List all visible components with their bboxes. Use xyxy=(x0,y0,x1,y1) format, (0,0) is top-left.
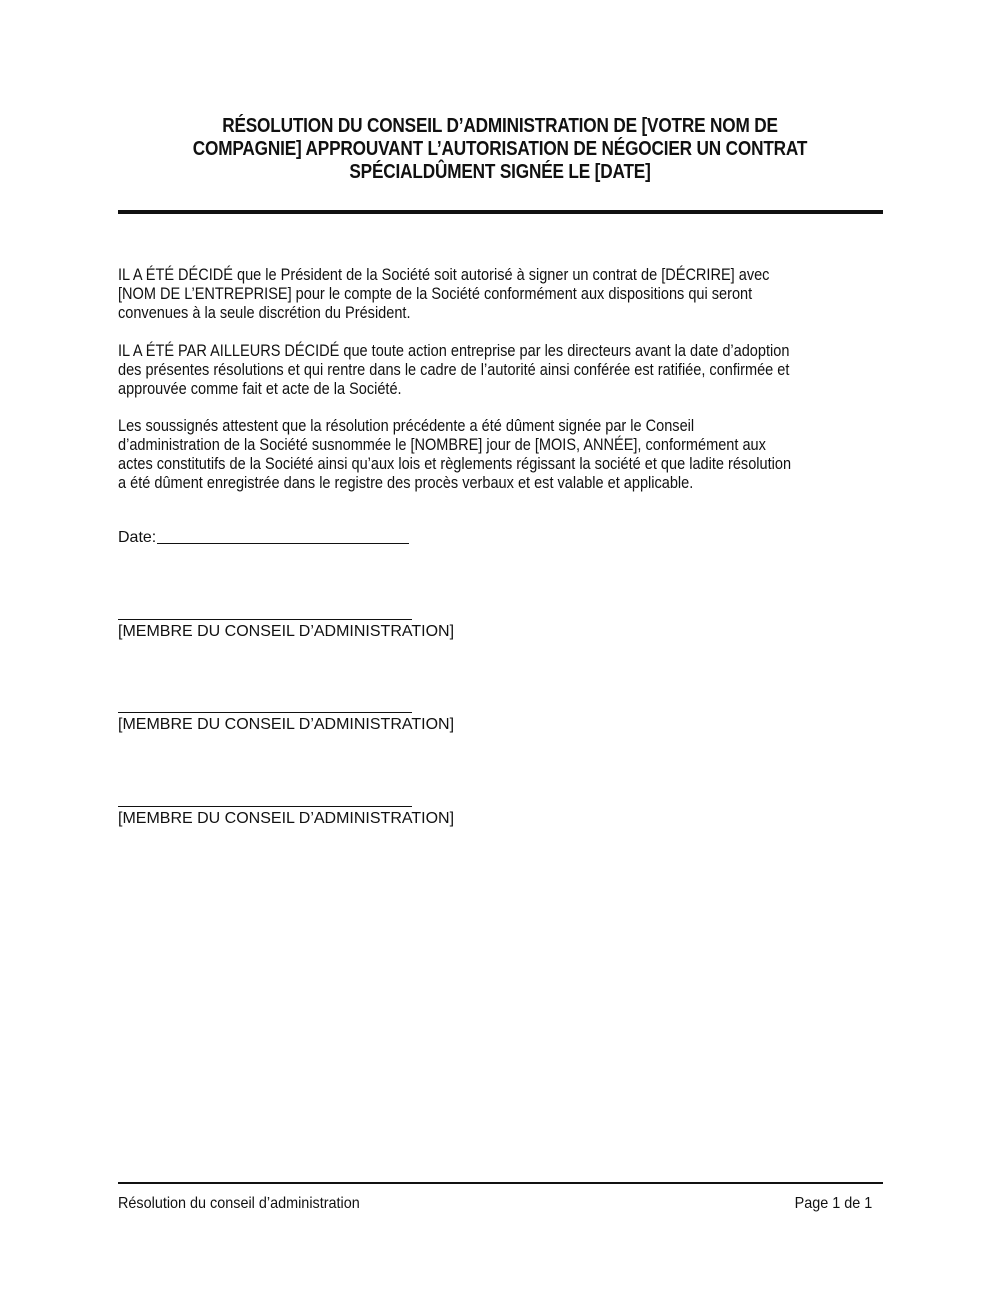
footer-document-name: Résolution du conseil d’administration xyxy=(118,1195,360,1212)
paragraph-line: convenues à la seule discrétion du Président. xyxy=(118,303,411,322)
date-blank-line xyxy=(157,543,409,544)
signature-line xyxy=(118,806,412,807)
paragraph-line: des présentes résolutions et qui rentre dans le cadre de l’autorité ainsi conférée est ratifiée, confirmée et xyxy=(118,360,790,379)
signature-label: [MEMBRE DU CONSEIL D’ADMINISTRATION] xyxy=(118,623,455,640)
paragraph-line: IL A ÉTÉ DÉCIDÉ que le Président de la Société soit autorisé à signer un contrat de [DÉCRIRE] avec xyxy=(118,265,770,284)
date-label: Date: xyxy=(118,529,157,546)
signature-line xyxy=(118,712,412,713)
paragraph-line: d’administration de la Société susnommée le [NOMBRE] jour de [MOIS, ANNÉE], conformément aux xyxy=(118,435,766,454)
document-title xyxy=(118,115,882,184)
date-field xyxy=(118,528,409,547)
signature-label: [MEMBRE DU CONSEIL D’ADMINISTRATION] xyxy=(118,716,455,733)
paragraph-line: [NOM DE L’ENTREPRISE] pour le compte de la Société conformément aux dispositions qui seront xyxy=(118,284,753,303)
paragraph-line: actes constitutifs de la Société ainsi qu’aux lois et règlements régissant la société et que ladite résolution xyxy=(118,454,792,473)
paragraph-line: IL A ÉTÉ PAR AILLEURS DÉCIDÉ que toute action entreprise par les directeurs avant la date d’adoption xyxy=(118,341,790,360)
paragraph-line: approuvée comme fait et acte de la Société. xyxy=(118,379,402,398)
title-line: RÉSOLUTION DU CONSEIL D’ADMINISTRATION DE [VOTRE NOM DE xyxy=(222,115,778,137)
signature-block xyxy=(118,712,518,734)
signature-block xyxy=(118,806,518,828)
footer-page-number: Page 1 de 1 xyxy=(794,1195,872,1212)
signature-line xyxy=(118,619,412,620)
paragraph-attestation xyxy=(118,416,1000,492)
footer-divider xyxy=(118,1182,883,1184)
signature-block xyxy=(118,619,518,641)
paragraph-further-decision xyxy=(118,341,1000,398)
paragraph-decision xyxy=(118,265,1000,322)
signature-label: [MEMBRE DU CONSEIL D’ADMINISTRATION] xyxy=(118,810,455,827)
paragraph-line: Les soussignés attestent que la résolution précédente a été dûment signée par le Conseil xyxy=(118,416,695,435)
title-line: COMPAGNIE] APPROUVANT L’AUTORISATION DE NÉGOCIER UN CONTRAT xyxy=(192,138,808,160)
paragraph-line: a été dûment enregistrée dans le registre des procès verbaux et est valable et applicable. xyxy=(118,473,694,492)
title-divider xyxy=(118,210,883,214)
title-line: SPÉCIALDÛMENT SIGNÉE LE [DATE] xyxy=(349,161,651,183)
